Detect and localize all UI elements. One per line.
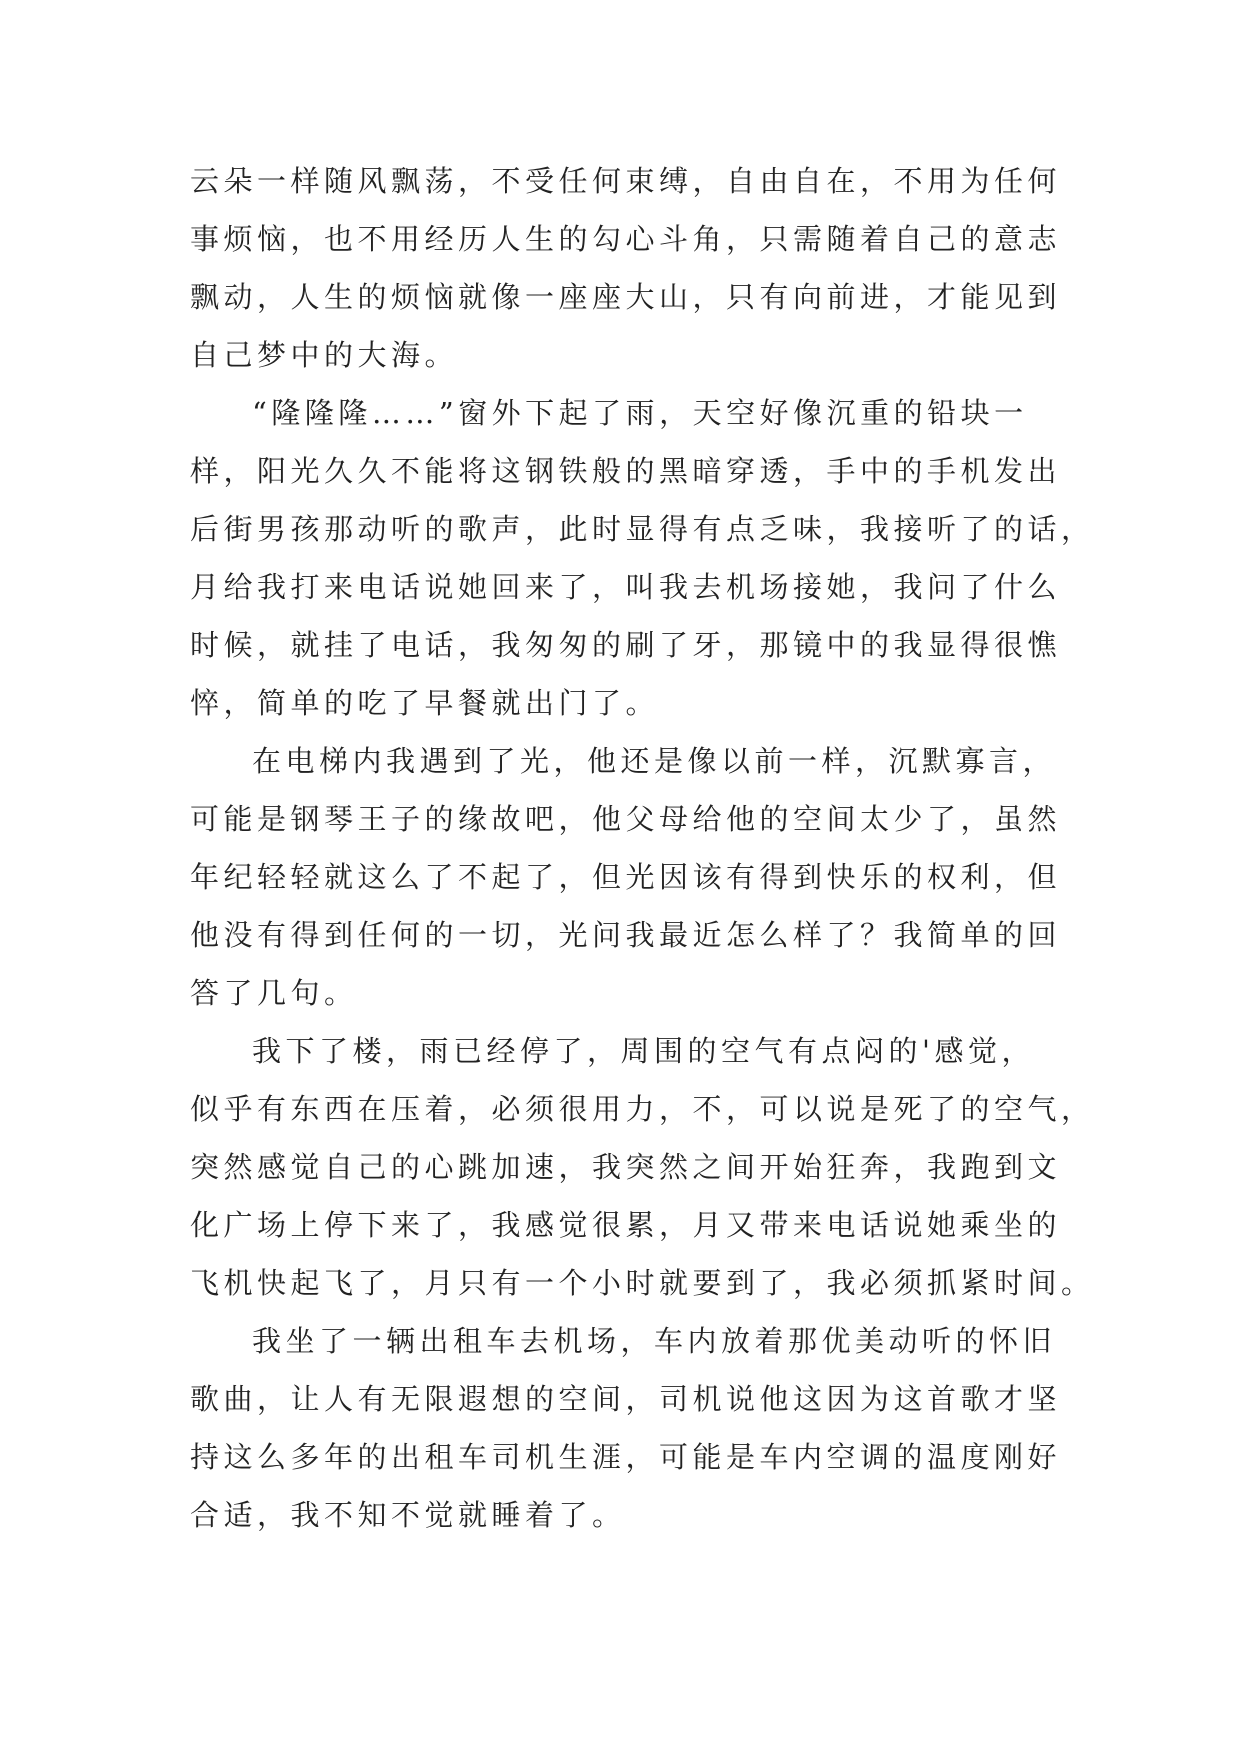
text-line: 我坐了一辆出租车去机场，车内放着那优美动听的怀旧	[252, 1324, 1057, 1358]
document-body	[190, 152, 1095, 1544]
text-line: 似乎有东西在压着，必须很用力，不，可以说是死了的空气，	[190, 1092, 1095, 1126]
paragraph-4	[190, 1022, 1095, 1312]
text-line: 悴，简单的吃了早餐就出门了。	[190, 686, 660, 720]
text-line: 事烦恼，也不用经历人生的勾心斗角，只需随着自己的意志	[190, 222, 1062, 256]
paragraph-1	[190, 152, 1060, 384]
text-line: 持这么多年的出租车司机生涯，可能是车内空调的温度刚好	[190, 1440, 1062, 1474]
text-line: 歌曲，让人有无限遐想的空间，司机说他这因为这首歌才坚	[190, 1382, 1062, 1416]
text-line: 年纪轻轻就这么了不起了，但光因该有得到快乐的权利，但	[190, 860, 1062, 894]
text-line: 突然感觉自己的心跳加速，我突然之间开始狂奔，我跑到文	[190, 1150, 1062, 1184]
paragraph-3	[190, 732, 1060, 1022]
text-line: 时候，就挂了电话，我匆匆的刷了牙，那镜中的我显得很憔	[190, 628, 1062, 662]
text-line: 后街男孩那动听的歌声，此时显得有点乏味，我接听了的话，	[190, 512, 1095, 546]
text-line: 他没有得到任何的一切，光问我最近怎么样了？我简单的回	[190, 918, 1062, 952]
text-line: 我下了楼，雨已经停了，周围的空气有点闷的'感觉，	[252, 1034, 1035, 1068]
text-line: 云朵一样随风飘荡，不受任何束缚，自由自在，不用为任何	[190, 164, 1062, 198]
text-line: 飘动，人生的烦恼就像一座座大山，只有向前进，才能见到	[190, 280, 1062, 314]
paragraph-2	[190, 384, 1095, 732]
paragraph-5	[190, 1312, 1060, 1544]
text-line: 答了几句。	[190, 976, 358, 1010]
text-line: 样，阳光久久不能将这钢铁般的黑暗穿透，手中的手机发出	[190, 454, 1062, 488]
text-line: 月给我打来电话说她回来了，叫我去机场接她，我问了什么	[190, 570, 1062, 604]
text-line: 可能是钢琴王子的缘故吧，他父母给他的空间太少了，虽然	[190, 802, 1062, 836]
text-line: 在电梯内我遇到了光，他还是像以前一样，沉默寡言，	[252, 744, 1057, 778]
text-line: 飞机快起飞了，月只有一个小时就要到了，我必须抓紧时间。	[190, 1266, 1095, 1300]
text-line: 自己梦中的大海。	[190, 338, 459, 372]
text-line: “隆隆隆……”窗外下起了雨，天空好像沉重的铅块一	[252, 396, 1028, 430]
text-line: 合适，我不知不觉就睡着了。	[190, 1498, 626, 1532]
text-line: 化广场上停下来了，我感觉很累，月又带来电话说她乘坐的	[190, 1208, 1062, 1242]
